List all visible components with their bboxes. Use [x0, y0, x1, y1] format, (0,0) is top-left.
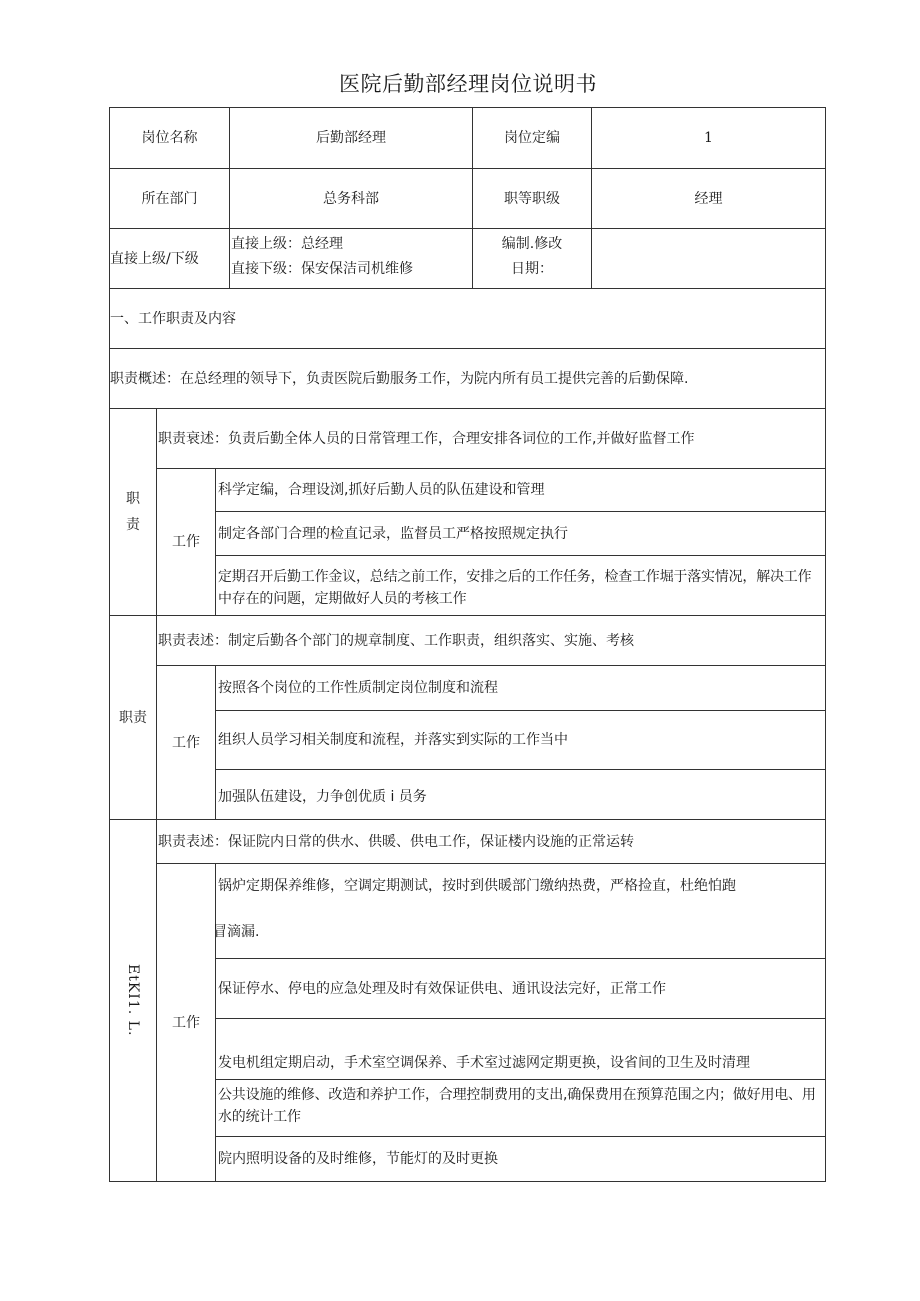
headcount-label: 岗位定编: [472, 107, 592, 169]
group3-task-1-line2: 冒滴漏.: [213, 924, 260, 940]
headcount-value: 1: [591, 107, 826, 169]
revision-label-line2: 日期：: [511, 261, 553, 277]
revision-label: [472, 228, 592, 289]
group3-task-2: 保证停水、停电的应急处理及时有效保证供电、通讯设法完好，正常工作: [215, 958, 826, 1019]
group3-summary: 职责表述：保证院内日常的供水、供暖、供电工作，保证楼内设施的正常运转: [156, 819, 826, 864]
group3-side-label: EtKI1. L.: [125, 964, 141, 1037]
section-heading: 一、工作职责及内容: [109, 288, 826, 349]
group3-task-1: [215, 863, 826, 959]
position-name-label: 岗位名称: [109, 107, 230, 169]
grade-value: 经理: [591, 168, 826, 229]
group2-task-3: 加强队伍建设，力争创优质 i 员务: [215, 769, 826, 820]
grade-label: 职等职级: [472, 168, 592, 229]
group1-work-label: 工作: [156, 468, 216, 616]
group2-work-label: 工作: [156, 665, 216, 820]
group2-summary: 职责表述：制定后勤各个部门的规章制度、工作职责，组织落实、实施、考核: [156, 615, 826, 666]
group3-task-5: 院内照明设备的及时维修，节能灯的及时更换: [215, 1136, 826, 1182]
group3-work-label: 工作: [156, 863, 216, 1182]
group3-side-label-cell: [109, 819, 157, 1182]
department-value: 总务科部: [229, 168, 473, 229]
group1-task-1: 科学定编，合理设浏,抓好后勤人员的队伍建设和管理: [215, 468, 826, 512]
group2-side-label: 职责: [109, 615, 157, 820]
duty-overview: 职责概述：在总经理的领导下，负责医院后勤服务工作，为院内所有员工提供完善的后勤保障.: [109, 348, 826, 409]
group3-task-4: 公共设施的维修、改造和养护工作，合理控制费用的支出,确保费用在预算范围之内；做好用电、用水的统计工作: [215, 1079, 826, 1137]
department-label: 所在部门: [109, 168, 230, 229]
superior-text: 直接上级：总经理: [231, 236, 343, 252]
position-name-value: 后勤部经理: [229, 107, 473, 169]
reporting-lines: [229, 228, 473, 289]
group1-side-label: 职 责: [109, 408, 157, 616]
group2-task-2: 组织人员学习相关制度和流程，并落实到实际的工作当中: [215, 710, 826, 770]
page-title: 医院后勤部经理岗位说明书: [339, 72, 597, 96]
subordinates-text: 直接下级：保安保洁司机维修: [231, 261, 413, 277]
revision-label-line1: 编制.修改: [501, 236, 563, 252]
group1-task-2: 制定各部门合理的检直记录，监督员工严格按照规定执行: [215, 511, 826, 556]
group3-task-1-line1: 锅炉定期保养维修，空调定期测试，按时到供暖部门缴纳热费，严格捡直，杜绝怕跑: [218, 878, 736, 894]
group2-task-1: 按照各个岗位的工作性质制定岗位制度和流程: [215, 665, 826, 711]
group1-task-3: 定期召开后勤工作金议，总结之前工作，安排之后的工作任务，检查工作堀于落实情况，解决工作中存在的问题，定期做好人员的考核工作: [215, 555, 826, 616]
group3-task-3: 发电机组定期启动，手术室空调保养、手术室过滤网定期更换，设省间的卫生及时清理: [215, 1018, 826, 1080]
revision-value: [591, 228, 826, 289]
group1-summary: 职责衰述：负责后勤全体人员的日常管理工作，合理安排各词位的工作,并做好监督工作: [156, 408, 826, 469]
reporting-label: 直接上级/下级: [109, 228, 230, 289]
